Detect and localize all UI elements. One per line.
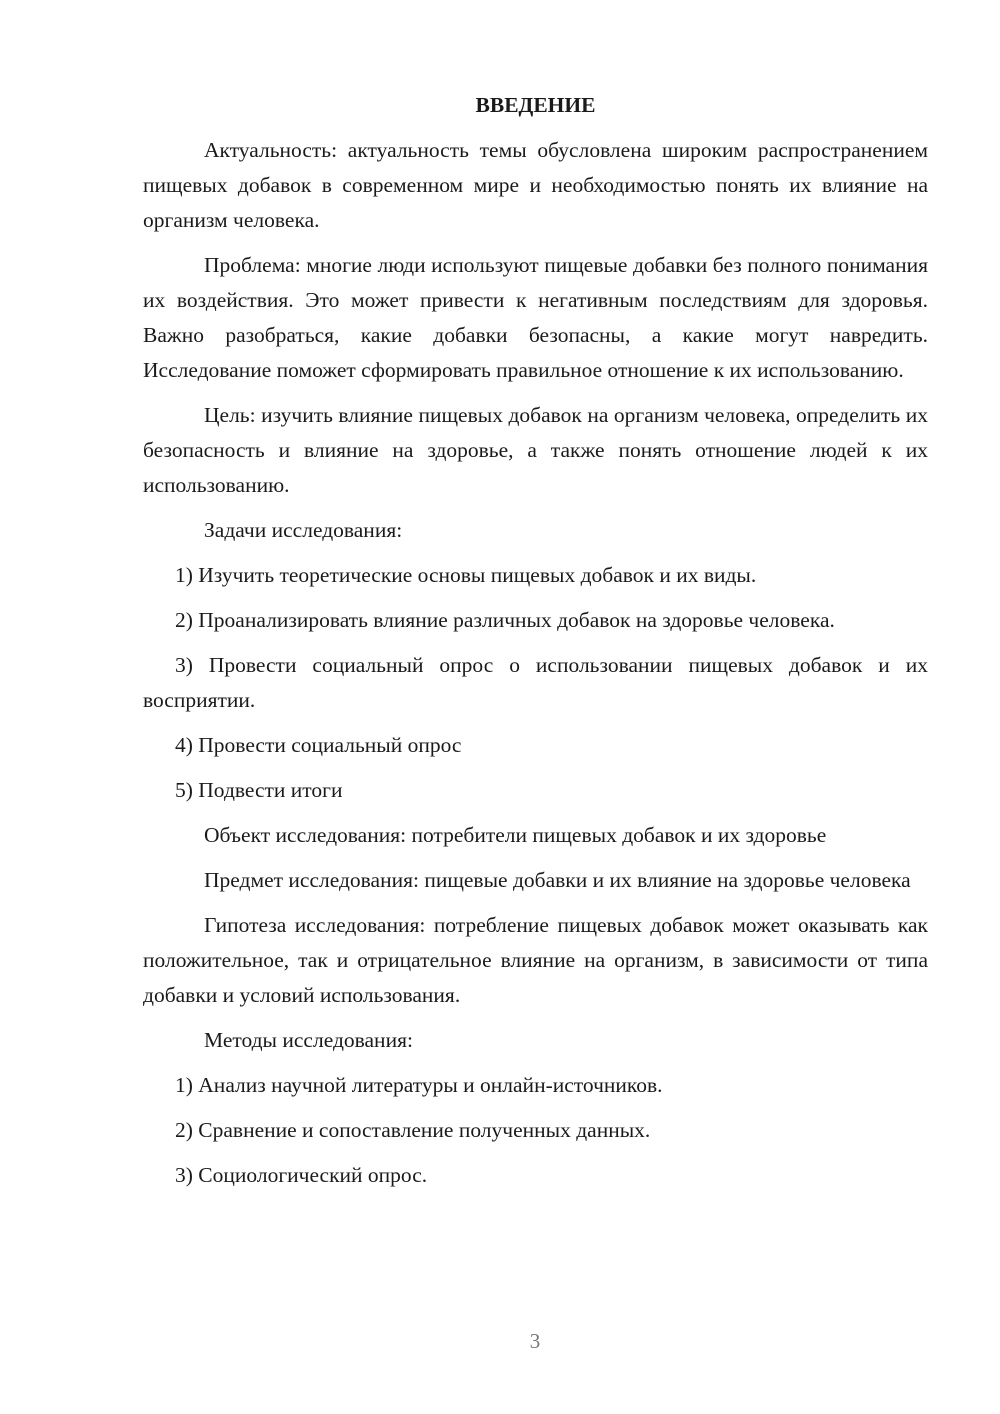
list-item-task-1: 1) Изучить теоретические основы пищевых добавок и их виды.	[175, 563, 757, 587]
paragraph-methods-heading: Методы исследования:	[204, 1028, 413, 1052]
list-item-task-4: 4) Провести социальный опрос	[175, 733, 462, 757]
paragraph-goal: Цель: изучить влияние пищевых добавок на организм человека, определить их безопасность и влияние на здоровье, а также понять отношение людей к их использованию.	[143, 403, 928, 497]
paragraph-relevance: Актуальность: актуальность темы обусловлена широким распространением пищевых добавок в современном мире и необходимостью понять их влияние на организм человека.	[143, 138, 928, 232]
list-item-method-2: 2) Сравнение и сопоставление полученных данных.	[175, 1118, 651, 1142]
paragraph-tasks-heading: Задачи исследования:	[204, 518, 403, 542]
paragraph-problem: Проблема: многие люди используют пищевые добавки без полного понимания их воздействия. Это может привести к негативным последствиям для здоровья. Важно разобраться, какие добавки безопасны, а какие могут навредить. Исследование поможет сформировать правильное отношение к их использованию.	[143, 253, 928, 382]
list-item-task-2: 2) Проанализировать влияние различных добавок на здоровье человека.	[175, 608, 835, 632]
section-title: ВВЕДЕНИЕ	[475, 93, 596, 117]
paragraph-subject: Предмет исследования: пищевые добавки и их влияние на здоровье человека	[204, 868, 911, 892]
page-number: 3	[529, 1329, 541, 1353]
document-page	[143, 88, 928, 1203]
list-item-task-5: 5) Подвести итоги	[175, 778, 343, 802]
list-item-task-3: 3) Провести социальный опрос о использовании пищевых добавок и их восприятии.	[143, 653, 928, 712]
list-item-method-1: 1) Анализ научной литературы и онлайн-источников.	[175, 1073, 663, 1097]
paragraph-hypothesis: Гипотеза исследования: потребление пищевых добавок может оказывать как положительное, так и отрицательное влияние на организм, в зависимости от типа добавки и условий использования.	[143, 913, 928, 1007]
list-item-method-3: 3) Социологический опрос.	[175, 1163, 428, 1187]
paragraph-object: Объект исследования: потребители пищевых добавок и их здоровье	[204, 823, 827, 847]
